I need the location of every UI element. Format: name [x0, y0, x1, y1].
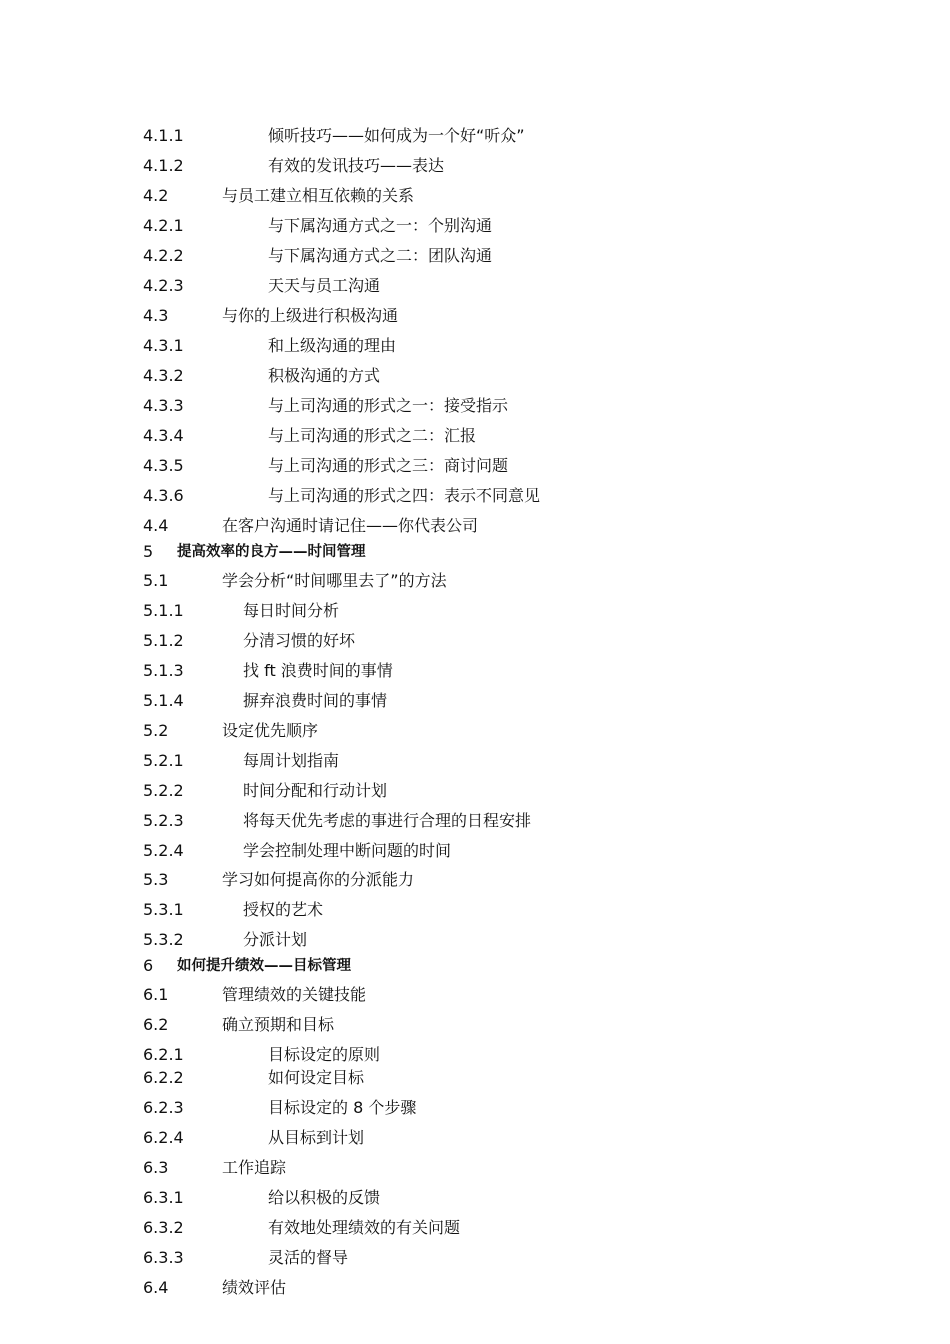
toc-entry-number: 5.1.3: [143, 661, 184, 680]
toc-entry-number: 5.2.2: [143, 781, 184, 800]
toc-entry-title: 与你的上级进行积极沟通: [222, 306, 399, 325]
toc-entry-title: 和上级沟通的理由: [268, 336, 397, 355]
toc-entry-number: 4.2.3: [143, 276, 184, 295]
toc-entry-title: 绩效评估: [222, 1278, 287, 1297]
toc-entry-number: 4.4: [143, 516, 169, 535]
toc-entry-title: 如何设定目标: [268, 1068, 365, 1087]
toc-entry-number: 4.1.2: [143, 156, 184, 175]
toc-entry-title: 与下属沟通方式之一：个别沟通: [268, 216, 493, 235]
toc-entry-title: 学习如何提高你的分派能力: [222, 870, 415, 889]
toc-entry-number: 6.2.3: [143, 1098, 184, 1117]
toc-entry-title: 每日时间分析: [243, 601, 340, 620]
toc-entry-number: 5.3.1: [143, 900, 184, 919]
toc-entry-number: 6.2.1: [143, 1045, 184, 1064]
toc-entry-title: 分派计划: [243, 930, 308, 949]
toc-entry-title: 授权的艺术: [243, 900, 324, 919]
toc-entry-title: 灵活的督导: [268, 1248, 349, 1267]
toc-entry-title: 如何提升绩效——目标管理: [177, 958, 351, 974]
toc-entry-number: 4.3.3: [143, 396, 184, 415]
toc-entry-number: 5.3.2: [143, 930, 184, 949]
toc-entry-number: 6.2: [143, 1015, 169, 1034]
toc-entry-title: 与上司沟通的形式之四：表示不同意见: [268, 486, 541, 505]
toc-entry-number: 4.3: [143, 306, 169, 325]
toc-entry-title: 与上司沟通的形式之三：商讨问题: [268, 456, 509, 475]
toc-entry-title: 与员工建立相互依赖的关系: [222, 186, 415, 205]
toc-entry-number: 5.1: [143, 571, 169, 590]
toc-entry-title: 积极沟通的方式: [268, 366, 381, 385]
toc-entry-number: 4.3.4: [143, 426, 184, 445]
toc-entry-number: 5.2.3: [143, 811, 184, 830]
toc-entry-number: 4.2.2: [143, 246, 184, 265]
toc-entry-title: 倾听技巧——如何成为一个好“听众”: [268, 126, 525, 145]
toc-entry-title: 设定优先顺序: [222, 721, 319, 740]
toc-entry-title: 管理绩效的关键技能: [222, 985, 367, 1004]
toc-entry-title: 将每天优先考虑的事进行合理的日程安排: [243, 811, 532, 830]
toc-entry-title: 有效地处理绩效的有关问题: [268, 1218, 461, 1237]
toc-entry-number: 4.2.1: [143, 216, 184, 235]
toc-entry-number: 4.3.6: [143, 486, 184, 505]
toc-entry-number: 4.3.1: [143, 336, 184, 355]
toc-entry-title: 与下属沟通方式之二：团队沟通: [268, 246, 493, 265]
toc-entry-title: 从目标到计划: [268, 1128, 365, 1147]
toc-entry-number: 6.2.4: [143, 1128, 184, 1147]
toc-entry-title: 目标设定的 8 个步骤: [268, 1098, 417, 1117]
toc-entry-title: 工作追踪: [222, 1158, 287, 1177]
toc-entry-title: 摒弃浪费时间的事情: [243, 691, 388, 710]
toc-entry-number: 5.2.4: [143, 841, 184, 860]
toc-entry-title: 时间分配和行动计划: [243, 781, 388, 800]
toc-entry-number: 5.3: [143, 870, 169, 889]
toc-entry-title: 给以积极的反馈: [268, 1188, 381, 1207]
toc-entry-title: 在客户沟通时请记住——你代表公司: [222, 516, 479, 535]
toc-entry-number: 5: [143, 542, 154, 561]
toc-entry-number: 6.3: [143, 1158, 169, 1177]
toc-entry-title: 有效的发讯技巧——表达: [268, 156, 445, 175]
toc-entry-title: 学会控制处理中断问题的时间: [243, 841, 452, 860]
toc-entry-number: 6.1: [143, 985, 169, 1004]
toc-entry-title: 与上司沟通的形式之二：汇报: [268, 426, 477, 445]
toc-entry-title: 分清习惯的好坏: [243, 631, 356, 650]
toc-entry-title: 目标设定的原则: [268, 1045, 381, 1064]
toc-entry-number: 4.1.1: [143, 126, 184, 145]
toc-entry-number: 6: [143, 956, 154, 975]
toc-entry-title: 找 ft 浪费时间的事情: [243, 661, 393, 680]
toc-entry-title: 提高效率的良方——时间管理: [177, 544, 366, 560]
toc-entry-number: 6.2.2: [143, 1068, 184, 1087]
toc-entry-number: 6.3.3: [143, 1248, 184, 1267]
toc-entry-title: 确立预期和目标: [222, 1015, 335, 1034]
toc-entry-number: 5.1.2: [143, 631, 184, 650]
toc-entry-number: 6.4: [143, 1278, 169, 1297]
toc-entry-number: 5.2.1: [143, 751, 184, 770]
toc-entry-title: 与上司沟通的形式之一：接受指示: [268, 396, 509, 415]
toc-entry-number: 4.3.5: [143, 456, 184, 475]
toc-entry-number: 5.1.4: [143, 691, 184, 710]
toc-entry-number: 4.3.2: [143, 366, 184, 385]
toc-entry-number: 5.1.1: [143, 601, 184, 620]
toc-entry-title: 学会分析“时间哪里去了”的方法: [222, 571, 447, 590]
toc-entry-title: 每周计划指南: [243, 751, 340, 770]
toc-entry-number: 6.3.1: [143, 1188, 184, 1207]
toc-entry-number: 5.2: [143, 721, 169, 740]
toc-entry-number: 4.2: [143, 186, 169, 205]
toc-entry-number: 6.3.2: [143, 1218, 184, 1237]
toc-entry-title: 天天与员工沟通: [268, 276, 381, 295]
